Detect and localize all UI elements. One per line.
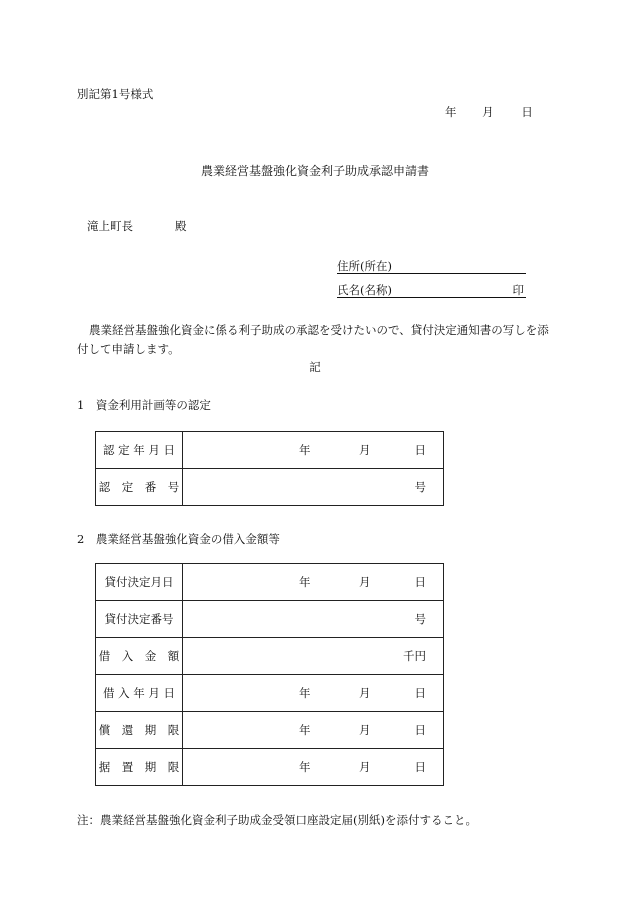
grace-period-deadline-label: 据 置 期 限 bbox=[96, 749, 183, 786]
day-unit: 日 bbox=[414, 443, 426, 457]
year-unit: 年 bbox=[299, 686, 311, 700]
section1-heading: 1 資金利用計画等の認定 bbox=[77, 398, 211, 412]
month-unit: 月 bbox=[359, 443, 371, 457]
table-row bbox=[96, 469, 444, 506]
ki-marker: 記 bbox=[309, 360, 321, 374]
date-month-label: 月 bbox=[482, 105, 494, 119]
loan-decision-date-field[interactable] bbox=[183, 564, 444, 601]
applicant-address-line[interactable] bbox=[337, 258, 526, 274]
form-number: 別記第1号様式 bbox=[77, 87, 154, 101]
table-row bbox=[96, 564, 444, 601]
loan-amount-field[interactable] bbox=[183, 638, 444, 675]
table-row bbox=[96, 601, 444, 638]
table-row bbox=[96, 675, 444, 712]
table-row bbox=[96, 638, 444, 675]
year-unit: 年 bbox=[299, 575, 311, 589]
loan-decision-date-label: 貸付決定月日 bbox=[96, 564, 183, 601]
attachment-note: 注：農業経営基盤強化資金利子助成金受領口座設定届(別紙)を添付すること。 bbox=[77, 813, 477, 827]
certification-date-label: 認 定 年 月 日 bbox=[96, 432, 183, 469]
application-statement: 農業経営基盤強化資金に係る利子助成の承認を受けたいので、貸付決定通知書の写しを添付して申請します。 bbox=[77, 323, 549, 356]
repayment-deadline-label: 償 還 期 限 bbox=[96, 712, 183, 749]
grace-period-deadline-field[interactable] bbox=[183, 749, 444, 786]
loan-decision-number-label: 貸付決定番号 bbox=[96, 601, 183, 638]
applicant-name-label: 氏名(名称) bbox=[337, 283, 392, 297]
month-unit: 月 bbox=[359, 686, 371, 700]
section2-heading: 2 農業経営基盤強化資金の借入金額等 bbox=[77, 532, 280, 546]
certification-number-field[interactable] bbox=[183, 469, 444, 506]
borrowing-date-label: 借 入 年 月 日 bbox=[96, 675, 183, 712]
number-unit: 号 bbox=[414, 480, 426, 494]
year-unit: 年 bbox=[299, 723, 311, 737]
table-row bbox=[96, 432, 444, 469]
month-unit: 月 bbox=[359, 575, 371, 589]
table-row bbox=[96, 749, 444, 786]
document-title: 農業経営基盤強化資金利子助成承認申請書 bbox=[200, 164, 429, 178]
day-unit: 日 bbox=[414, 686, 426, 700]
submission-date bbox=[445, 104, 533, 120]
year-unit: 年 bbox=[299, 443, 311, 457]
certification-date-field[interactable] bbox=[183, 432, 444, 469]
amount-unit: 千円 bbox=[403, 649, 426, 663]
day-unit: 日 bbox=[414, 575, 426, 589]
loan-table bbox=[95, 563, 444, 786]
applicant-address-label: 住所(所在) bbox=[337, 259, 392, 273]
loan-decision-number-field[interactable] bbox=[183, 601, 444, 638]
applicant-name-line[interactable] bbox=[337, 282, 526, 298]
table-row bbox=[96, 712, 444, 749]
month-unit: 月 bbox=[359, 760, 371, 774]
day-unit: 日 bbox=[414, 723, 426, 737]
seal-mark: 印 bbox=[512, 283, 524, 297]
addressee bbox=[87, 218, 187, 234]
date-year-label: 年 bbox=[445, 105, 457, 119]
month-unit: 月 bbox=[359, 723, 371, 737]
certification-table bbox=[95, 431, 444, 506]
number-unit: 号 bbox=[414, 612, 426, 626]
certification-number-label: 認 定 番 号 bbox=[96, 469, 183, 506]
year-unit: 年 bbox=[299, 760, 311, 774]
addressee-name: 滝上町長 bbox=[87, 219, 133, 233]
repayment-deadline-field[interactable] bbox=[183, 712, 444, 749]
borrowing-date-field[interactable] bbox=[183, 675, 444, 712]
day-unit: 日 bbox=[414, 760, 426, 774]
loan-amount-label: 借 入 金 額 bbox=[96, 638, 183, 675]
addressee-honorific: 殿 bbox=[175, 219, 187, 233]
date-day-label: 日 bbox=[521, 105, 533, 119]
